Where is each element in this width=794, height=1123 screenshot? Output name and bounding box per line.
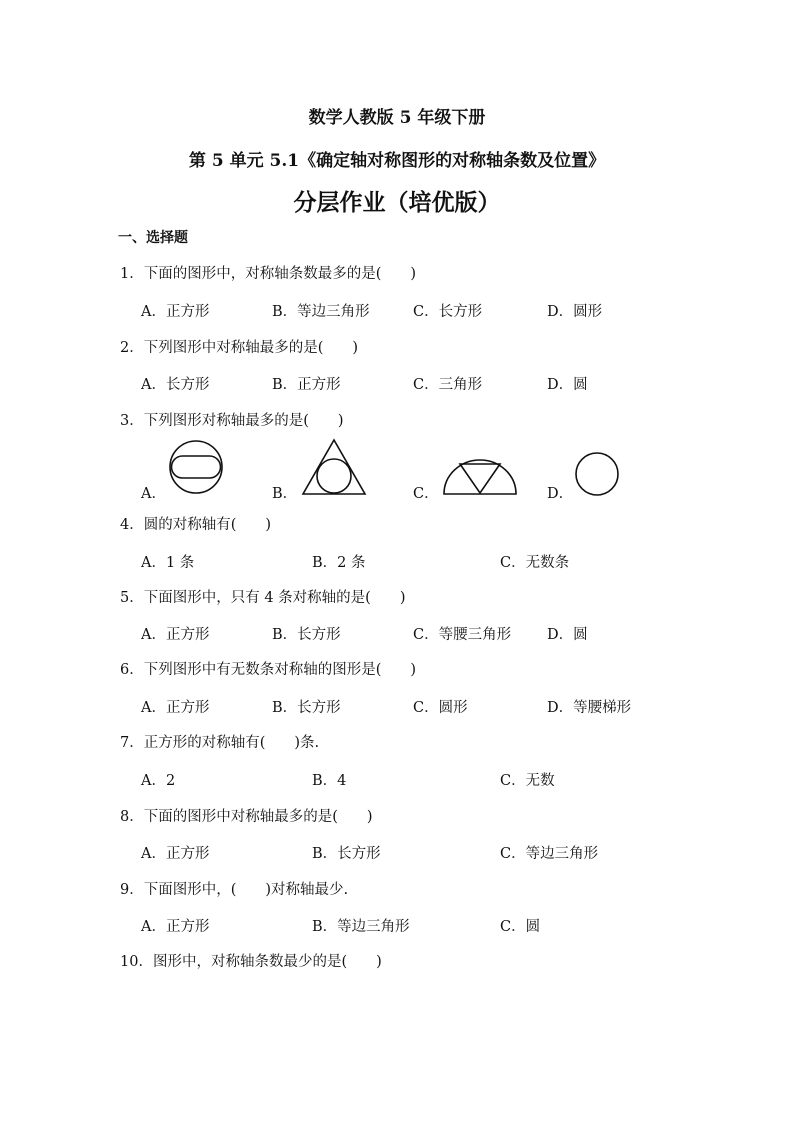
q8-option-a: A．正方形 bbox=[141, 846, 210, 862]
q1-option-a: A．正方形 bbox=[141, 304, 210, 320]
question-7: 7．正方形的对称轴有( )条. bbox=[120, 735, 320, 751]
question-2: 2．下列图形中对称轴最多的是( ) bbox=[120, 340, 359, 356]
q8-option-c: C．等边三角形 bbox=[500, 846, 599, 862]
q4-option-a: A．1 条 bbox=[141, 555, 195, 571]
question-6: 6．下列图形中有无数条对称轴的图形是( ) bbox=[120, 662, 417, 678]
q7-option-c: C．无数 bbox=[500, 773, 555, 789]
fig-a-rounded-rect bbox=[172, 456, 221, 478]
question-4: 4．圆的对称轴有( ) bbox=[120, 517, 272, 533]
q6-option-d: D．等腰梯形 bbox=[547, 700, 632, 716]
q5-option-c: C．等腰三角形 bbox=[413, 627, 512, 643]
q3-option-d: D． bbox=[547, 486, 574, 502]
q2-option-c: C．三角形 bbox=[413, 377, 483, 393]
q7-option-a: A．2 bbox=[141, 773, 176, 789]
q7-option-b: B．4 bbox=[312, 773, 347, 789]
q1-option-b: B．等边三角形 bbox=[272, 304, 370, 320]
question-5: 5．下面图形中，只有 4 条对称轴的是( ) bbox=[120, 590, 406, 606]
fig-d-circle bbox=[576, 453, 618, 495]
page-subtitle: 第 5 单元 5.1《确定轴对称图形的对称轴条数及位置》 bbox=[188, 151, 606, 171]
question-8: 8．下面的图形中对称轴最多的是( ) bbox=[120, 809, 373, 825]
figure-semicircle-triangle bbox=[442, 458, 518, 496]
q3-option-a: A． bbox=[141, 486, 166, 502]
q5-option-d: D．圆 bbox=[547, 627, 588, 643]
q9-option-a: A．正方形 bbox=[141, 919, 210, 935]
fig-a-circle bbox=[170, 441, 222, 493]
fig-c-triangle bbox=[460, 464, 500, 493]
fig-b-circle bbox=[317, 459, 351, 493]
question-9: 9．下面图形中，( )对称轴最少. bbox=[120, 882, 349, 898]
q5-option-b: B．长方形 bbox=[272, 627, 341, 643]
q5-option-a: A．正方形 bbox=[141, 627, 210, 643]
figure-circle bbox=[574, 452, 622, 498]
question-1: 1．下面的图形中，对称轴条数最多的是( ) bbox=[120, 266, 417, 282]
figure-circle-rounded-rect bbox=[168, 440, 228, 496]
q3-option-c: C． bbox=[413, 486, 439, 502]
q3-option-b: B． bbox=[272, 486, 298, 502]
q2-option-a: A．长方形 bbox=[141, 377, 210, 393]
q6-option-a: A．正方形 bbox=[141, 700, 210, 716]
q4-option-c: C．无数条 bbox=[500, 555, 570, 571]
section-title: 一、选择题 bbox=[118, 230, 188, 246]
q9-option-b: B．等边三角形 bbox=[312, 919, 410, 935]
q2-option-b: B．正方形 bbox=[272, 377, 341, 393]
question-3: 3．下列图形对称轴最多的是( ) bbox=[120, 413, 344, 429]
q2-option-d: D．圆 bbox=[547, 377, 588, 393]
figure-triangle-incircle bbox=[301, 438, 367, 496]
q8-option-b: B．长方形 bbox=[312, 846, 381, 862]
q6-option-b: B．长方形 bbox=[272, 700, 341, 716]
page-heading: 分层作业（培优版） bbox=[293, 189, 501, 216]
q4-option-b: B．2 条 bbox=[312, 555, 366, 571]
question-10: 10．图形中，对称轴条数最少的是( ) bbox=[120, 954, 382, 970]
q6-option-c: C．圆形 bbox=[413, 700, 468, 716]
q1-option-d: D．圆形 bbox=[547, 304, 603, 320]
fig-b-triangle bbox=[303, 440, 365, 494]
page-title: 数学人教版 5 年级下册 bbox=[308, 108, 486, 128]
q9-option-c: C．圆 bbox=[500, 919, 541, 935]
fig-c-semicircle bbox=[444, 460, 516, 494]
q1-option-c: C．长方形 bbox=[413, 304, 483, 320]
